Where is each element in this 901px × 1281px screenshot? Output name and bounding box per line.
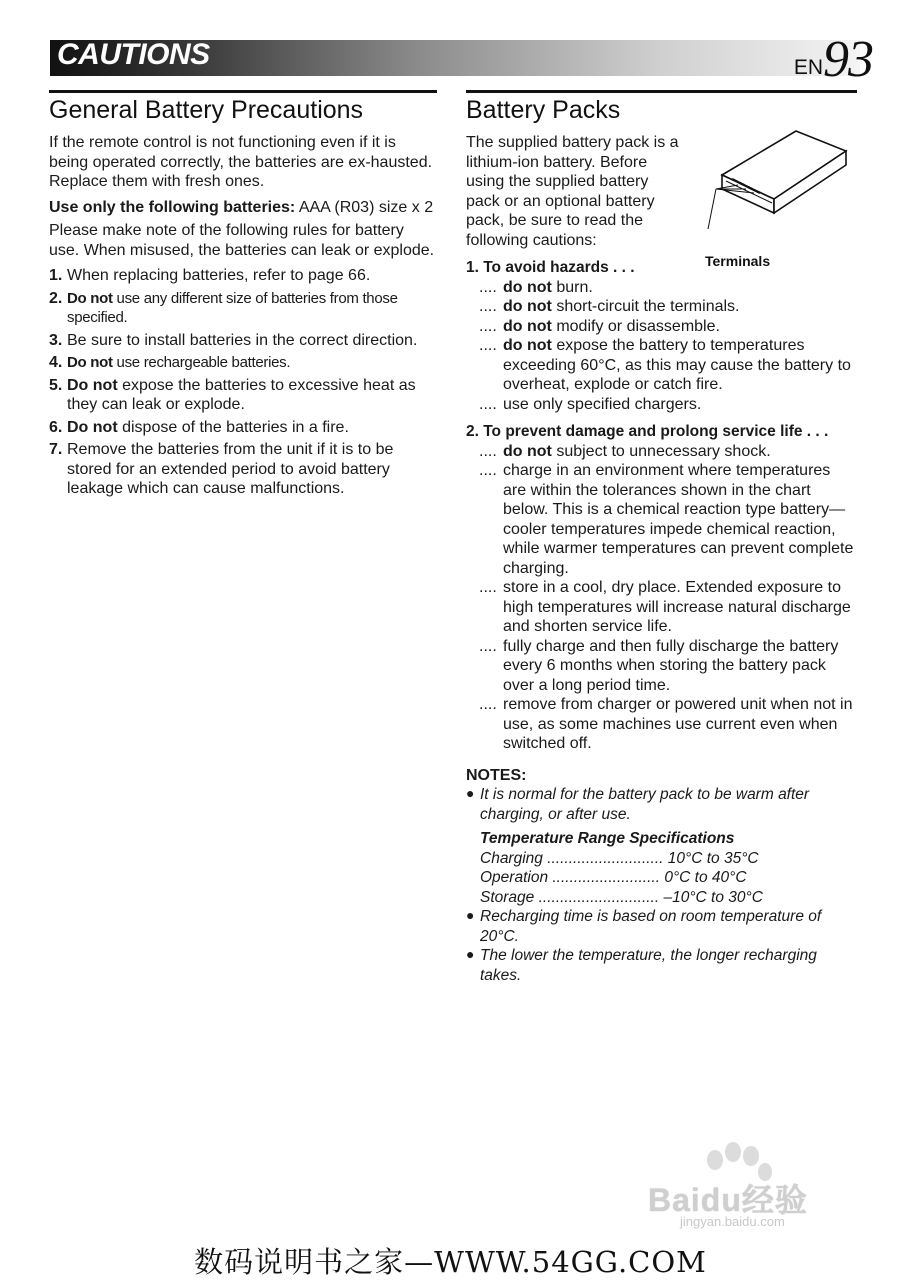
list-item [49,376,437,415]
footer-banner: 数码说明书之家—WWW.54GG.COM [194,1245,707,1279]
item-text: fully charge and then fully discharge the battery every 6 months when storing the battery pack over a long period time. [503,637,839,694]
bullet-icon: ● [466,946,475,962]
item-leader: .... [479,395,497,413]
item-leader: .... [479,442,497,460]
item-leader: .... [479,298,497,315]
list-item [49,331,437,351]
item-text: modify or disassemble. [551,317,720,335]
item-number: 1. [49,267,63,284]
item-text: Be sure to install batteries in the correct direction. [67,331,418,349]
item-emphasis: Do not [67,354,113,371]
hazards-heading: 1. To avoid hazards . . . [466,259,635,276]
list-item [466,395,854,415]
list-item [49,418,437,438]
item-text: short-circuit the terminals. [551,298,740,315]
item-number: 2. [49,289,63,307]
item-leader: .... [479,278,497,296]
item-text: use rechargeable batteries. [112,354,291,371]
spec-row-charging: Charging ........................... 10°C to 35°C [480,849,759,867]
item-leader: .... [479,696,497,713]
list-item [466,461,854,578]
section-title-left: General Battery Precautions [49,90,437,125]
item-number: 6. [49,418,63,436]
list-item [466,578,854,637]
item-emphasis: Do not [67,376,118,394]
bullet-icon: ● [466,907,475,923]
notes-list-continued [466,907,854,985]
terminals-label: Terminals [705,253,771,269]
note-text: It is normal for the battery pack to be warm after charging, or after use. [480,786,810,823]
watermark-logo: Baidu经验 [648,1182,808,1218]
item-emphasis: do not [503,317,552,335]
spec-row-operation: Operation ......................... 0°C to 40°C [480,869,747,886]
list-item [466,317,854,337]
battery-pack-illustration [704,129,854,239]
left-intro: If the remote control is not functioning even if it is being operated correctly, the batteries are ex-hausted. Replace them with fresh ones. [49,134,433,190]
item-leader: .... [479,637,497,655]
item-emphasis: do not [503,298,552,315]
list-item [466,695,854,754]
item-leader: .... [479,579,497,596]
note-item [466,907,854,946]
item-text: use only specified chargers. [503,395,702,413]
spec-heading: Temperature Range Specifications [480,830,735,847]
language-code: EN [793,56,823,79]
service-life-list [466,442,854,754]
hazards-list [466,278,854,415]
list-item [49,440,437,499]
item-text: Remove the batteries from the unit if it is to be stored for an extended period to avoid battery leakage which can cause malfunctions. [67,441,394,497]
item-text: When replacing batteries, refer to page 66. [67,267,371,284]
list-item [466,278,854,298]
item-emphasis: do not [503,278,552,296]
page-number-value: 93 [823,31,873,88]
right-intro: The supplied battery pack is a lithium-ion battery. Before using the supplied battery pack or an optional battery pack, be sure to read the following cautions: [466,134,679,249]
list-item [49,353,437,373]
bullet-icon: ● [466,785,475,801]
general-battery-precautions [49,90,437,502]
note-item [466,785,854,824]
note-text: Recharging time is based on room temperature of 20°C. [480,908,822,945]
item-number: 5. [49,376,63,394]
item-number: 3. [49,331,63,349]
item-number: 7. [49,441,63,458]
battery-packs [466,90,854,985]
item-text: subject to unnecessary shock. [551,442,771,460]
item-number: 4. [49,354,63,371]
list-item [49,266,437,286]
item-text: store in a cool, dry place. Extended exposure to high temperatures will increase natural discharge and shorten service life. [503,579,851,635]
item-text: expose the batteries to excessive heat as they can leak or explode. [67,376,416,413]
section-title-right: Battery Packs [466,90,857,125]
item-text: expose the battery to temperatures exceeding 60°C, as this may cause the battery to overheat, explode or catch fire. [503,337,851,393]
notes-list [466,785,854,824]
battery-type-label: Use only the following batteries: [49,198,296,216]
list-item [49,289,437,328]
service-life-heading: 2. To prevent damage and prolong service life . . . [466,423,829,440]
page-title: CAUTIONS [57,38,210,71]
item-leader: .... [479,337,497,354]
page-number [794,30,873,89]
watermark-url: jingyan.baidu.com [680,1214,785,1229]
list-item [466,297,854,317]
battery-type-line [49,198,437,218]
notes-heading: NOTES: [466,766,527,784]
spec-row-storage: Storage ............................ –10°C to 30°C [480,888,763,906]
list-item [466,336,854,395]
item-text: dispose of the batteries in a fire. [117,418,349,436]
list-item [466,442,854,462]
item-emphasis: Do not [67,289,113,307]
item-emphasis: Do not [67,418,118,436]
item-emphasis: do not [503,337,552,354]
item-leader: .... [479,317,497,335]
item-text: burn. [551,278,593,296]
rules-intro: Please make note of the following rules for battery use. When misused, the batteries can leak or explode. [49,222,435,259]
note-text: The lower the temperature, the longer recharging takes. [480,947,817,984]
rules-list [49,266,437,499]
item-leader: .... [479,462,497,479]
item-text: use any different size of batteries from those specified. [67,289,398,326]
item-text: charge in an environment where temperatures are within the tolerances shown in the chart below. This is a chemical reaction type battery—cooler temperatures impede chemical reaction, while warmer temperatures can prevent complete charging. [503,462,854,577]
note-item [466,946,854,985]
list-item [466,637,854,696]
battery-type-value: AAA (R03) size x 2 [295,198,434,216]
item-emphasis: do not [503,442,552,460]
item-text: remove from charger or powered unit when not in use, as some machines use current even when switched off. [503,696,853,752]
